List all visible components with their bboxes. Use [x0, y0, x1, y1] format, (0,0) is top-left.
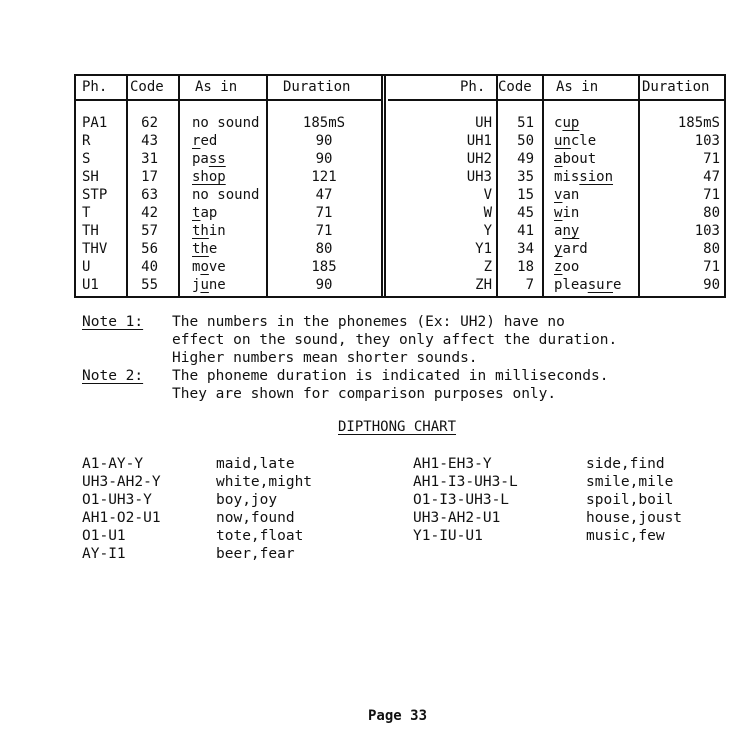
- cell-code: 17: [141, 169, 158, 185]
- cell-duration: 47: [703, 169, 720, 185]
- dipthong-code: A1-AY-Y: [82, 456, 144, 472]
- cell-duration: 47: [315, 187, 333, 203]
- cell-as-in: no sound: [192, 115, 260, 131]
- dipthong-code: Y1-IU-U1: [413, 528, 483, 544]
- cell-code: 63: [141, 187, 158, 203]
- header-code: Code: [130, 79, 164, 95]
- table-header-right: [388, 76, 724, 101]
- cell-code: 55: [141, 277, 158, 293]
- note-1-line-2: effect on the sound, they only affect the duration.: [172, 332, 618, 348]
- table-header-left: [76, 76, 382, 101]
- cell-code: 49: [517, 151, 534, 167]
- cell-as-in: about: [554, 151, 597, 167]
- cell-code: 50: [517, 133, 534, 149]
- cell-ph: T: [82, 205, 91, 221]
- dipthong-code: AY-I1: [82, 546, 126, 562]
- cell-as-in: zoo: [554, 259, 580, 275]
- cell-duration: 71: [315, 223, 333, 239]
- dipthong-example: music,few: [586, 528, 665, 544]
- cell-ph: PA1: [82, 115, 108, 131]
- note-2-label: Note 2:: [82, 368, 144, 384]
- cell-code: 40: [141, 259, 158, 275]
- cell-duration: 185mS: [677, 115, 720, 131]
- header-duration: Duration: [283, 79, 351, 95]
- cell-ph: U1: [82, 277, 99, 293]
- cell-duration: 71: [315, 205, 333, 221]
- dipthong-example: white,might: [216, 474, 313, 490]
- cell-duration: 80: [703, 205, 720, 221]
- cell-code: 18: [517, 259, 534, 275]
- dipthong-example: side,find: [586, 456, 665, 472]
- cell-ph: ZH: [475, 277, 492, 293]
- cell-ph: U: [82, 259, 91, 275]
- header-as-in: As in: [195, 79, 238, 95]
- phoneme-table: [74, 74, 726, 298]
- cell-ph: TH: [82, 223, 99, 239]
- cell-as-in: shop: [192, 169, 226, 185]
- cell-as-in: win: [554, 205, 580, 221]
- cell-as-in: mission: [554, 169, 614, 185]
- cell-ph: S: [82, 151, 91, 167]
- dipthong-example: tote,float: [216, 528, 304, 544]
- page-number: Page 33: [368, 708, 428, 724]
- cell-ph: SH: [82, 169, 99, 185]
- cell-ph: UH: [475, 115, 492, 131]
- cell-as-in: uncle: [554, 133, 597, 149]
- cell-duration: 90: [315, 151, 333, 167]
- dipthong-code: O1-U1: [82, 528, 126, 544]
- cell-as-in: pass: [192, 151, 226, 167]
- cell-as-in: thin: [192, 223, 226, 239]
- cell-ph: UH2: [466, 151, 492, 167]
- cell-code: 31: [141, 151, 158, 167]
- cell-code: 7: [525, 277, 534, 293]
- cell-duration: 103: [694, 133, 720, 149]
- cell-ph: V: [483, 187, 492, 203]
- cell-code: 62: [141, 115, 158, 131]
- cell-code: 43: [141, 133, 158, 149]
- table-divider: [381, 76, 386, 296]
- header-duration: Duration: [642, 79, 710, 95]
- dipthong-code: UH3-AH2-Y: [82, 474, 161, 490]
- cell-as-in: tap: [192, 205, 218, 221]
- cell-code: 51: [517, 115, 534, 131]
- note-2-line-2: They are shown for comparison purposes only.: [172, 386, 557, 402]
- cell-duration: 121: [311, 169, 337, 185]
- dipthong-code: UH3-AH2-U1: [413, 510, 501, 526]
- cell-code: 42: [141, 205, 158, 221]
- cell-as-in: the: [192, 241, 218, 257]
- cell-duration: 71: [703, 259, 720, 275]
- note-1-line-3: Higher numbers mean shorter sounds.: [172, 350, 478, 366]
- cell-duration: 185mS: [302, 115, 346, 131]
- header-as-in: As in: [556, 79, 599, 95]
- header-ph: Ph.: [460, 79, 486, 95]
- dipthong-example: maid,late: [216, 456, 295, 472]
- phoneme-table-left: [76, 76, 382, 296]
- cell-code: 15: [517, 187, 534, 203]
- dipthong-code: AH1-EH3-Y: [413, 456, 492, 472]
- cell-duration: 80: [703, 241, 720, 257]
- cell-duration: 90: [315, 277, 333, 293]
- cell-duration: 90: [315, 133, 333, 149]
- cell-ph: STP: [82, 187, 108, 203]
- cell-ph: Y1: [475, 241, 492, 257]
- cell-as-in: move: [192, 259, 226, 275]
- header-ph: Ph.: [82, 79, 108, 95]
- cell-as-in: no sound: [192, 187, 260, 203]
- note-1-label: Note 1:: [82, 314, 144, 330]
- cell-code: 45: [517, 205, 534, 221]
- note-2-line-1: The phoneme duration is indicated in milliseconds.: [172, 368, 609, 384]
- cell-code: 57: [141, 223, 158, 239]
- cell-ph: Y: [483, 223, 492, 239]
- cell-duration: 90: [703, 277, 720, 293]
- dipthong-example: now,found: [216, 510, 295, 526]
- dipthong-code: AH1-O2-U1: [82, 510, 161, 526]
- header-code: Code: [498, 79, 532, 95]
- dipthong-example: beer,fear: [216, 546, 295, 562]
- cell-as-in: any: [554, 223, 580, 239]
- cell-as-in: red: [192, 133, 218, 149]
- cell-as-in: june: [192, 277, 226, 293]
- note-1-line-1: The numbers in the phonemes (Ex: UH2) have no: [172, 314, 565, 330]
- dipthong-example: smile,mile: [586, 474, 674, 490]
- cell-as-in: cup: [554, 115, 580, 131]
- cell-duration: 185: [311, 259, 337, 275]
- cell-ph: W: [483, 205, 492, 221]
- cell-code: 34: [517, 241, 534, 257]
- dipthong-example: house,joust: [586, 510, 683, 526]
- cell-duration: 80: [315, 241, 333, 257]
- dipthong-chart-title: DIPTHONG CHART: [338, 419, 457, 435]
- cell-as-in: pleasure: [554, 277, 622, 293]
- cell-duration: 71: [703, 151, 720, 167]
- dipthong-example: spoil,boil: [586, 492, 674, 508]
- cell-code: 41: [517, 223, 534, 239]
- cell-duration: 71: [703, 187, 720, 203]
- cell-ph: THV: [82, 241, 108, 257]
- cell-ph: R: [82, 133, 91, 149]
- dipthong-code: AH1-I3-UH3-L: [413, 474, 518, 490]
- dipthong-code: O1-UH3-Y: [82, 492, 152, 508]
- cell-code: 35: [517, 169, 534, 185]
- cell-duration: 103: [694, 223, 720, 239]
- phoneme-table-right: [388, 76, 724, 296]
- cell-code: 56: [141, 241, 158, 257]
- cell-ph: Z: [483, 259, 492, 275]
- cell-as-in: van: [554, 187, 580, 203]
- cell-ph: UH3: [466, 169, 492, 185]
- cell-ph: UH1: [466, 133, 492, 149]
- dipthong-code: O1-I3-UH3-L: [413, 492, 510, 508]
- cell-as-in: yard: [554, 241, 588, 257]
- dipthong-example: boy,joy: [216, 492, 278, 508]
